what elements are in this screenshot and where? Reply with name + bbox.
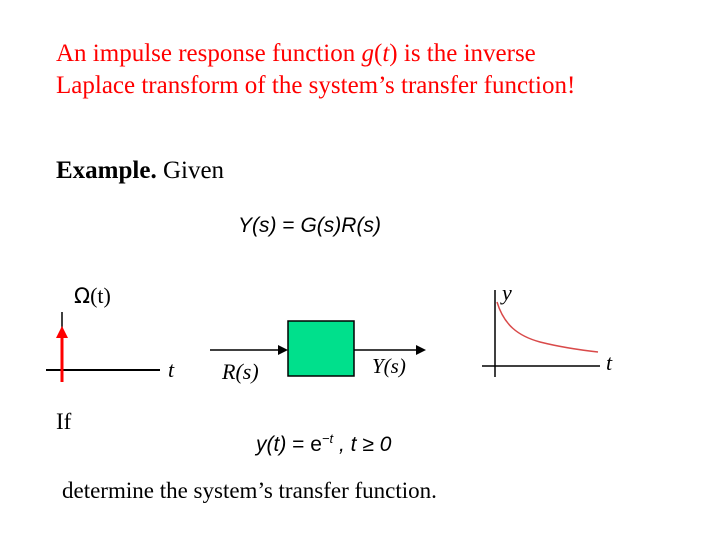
title-line2: Laplace transform of the system’s transfer function! xyxy=(56,72,576,99)
response-equation: $y(t) = e^{-t}$ , t ≥ 0 xyxy=(256,431,392,456)
output-arrow-head xyxy=(416,345,426,355)
determine-text: determine the system’s transfer function. xyxy=(62,478,437,503)
transfer-equation: Y(s) = G(s)R(s) xyxy=(238,214,381,237)
system-block xyxy=(288,321,354,376)
response-t-label: t xyxy=(606,350,613,375)
title-line1: An impulse response function g(t) is the inverse xyxy=(56,40,536,67)
response-y-label: y xyxy=(502,280,512,305)
decay-curve xyxy=(497,302,598,352)
delta-label xyxy=(74,283,111,309)
delta-arg: (t) xyxy=(90,283,111,308)
input-label: R(s) xyxy=(222,359,259,384)
impulse-t-label: t xyxy=(168,357,175,382)
delta-symbol: Ω xyxy=(74,284,91,308)
example-bold: Example. xyxy=(56,157,157,184)
output-label: Y(s) xyxy=(372,354,406,378)
impulse-arrow-head xyxy=(56,326,68,338)
input-arrow-head xyxy=(278,345,288,355)
example-given: Given xyxy=(156,157,225,184)
if-label: If xyxy=(56,409,72,434)
